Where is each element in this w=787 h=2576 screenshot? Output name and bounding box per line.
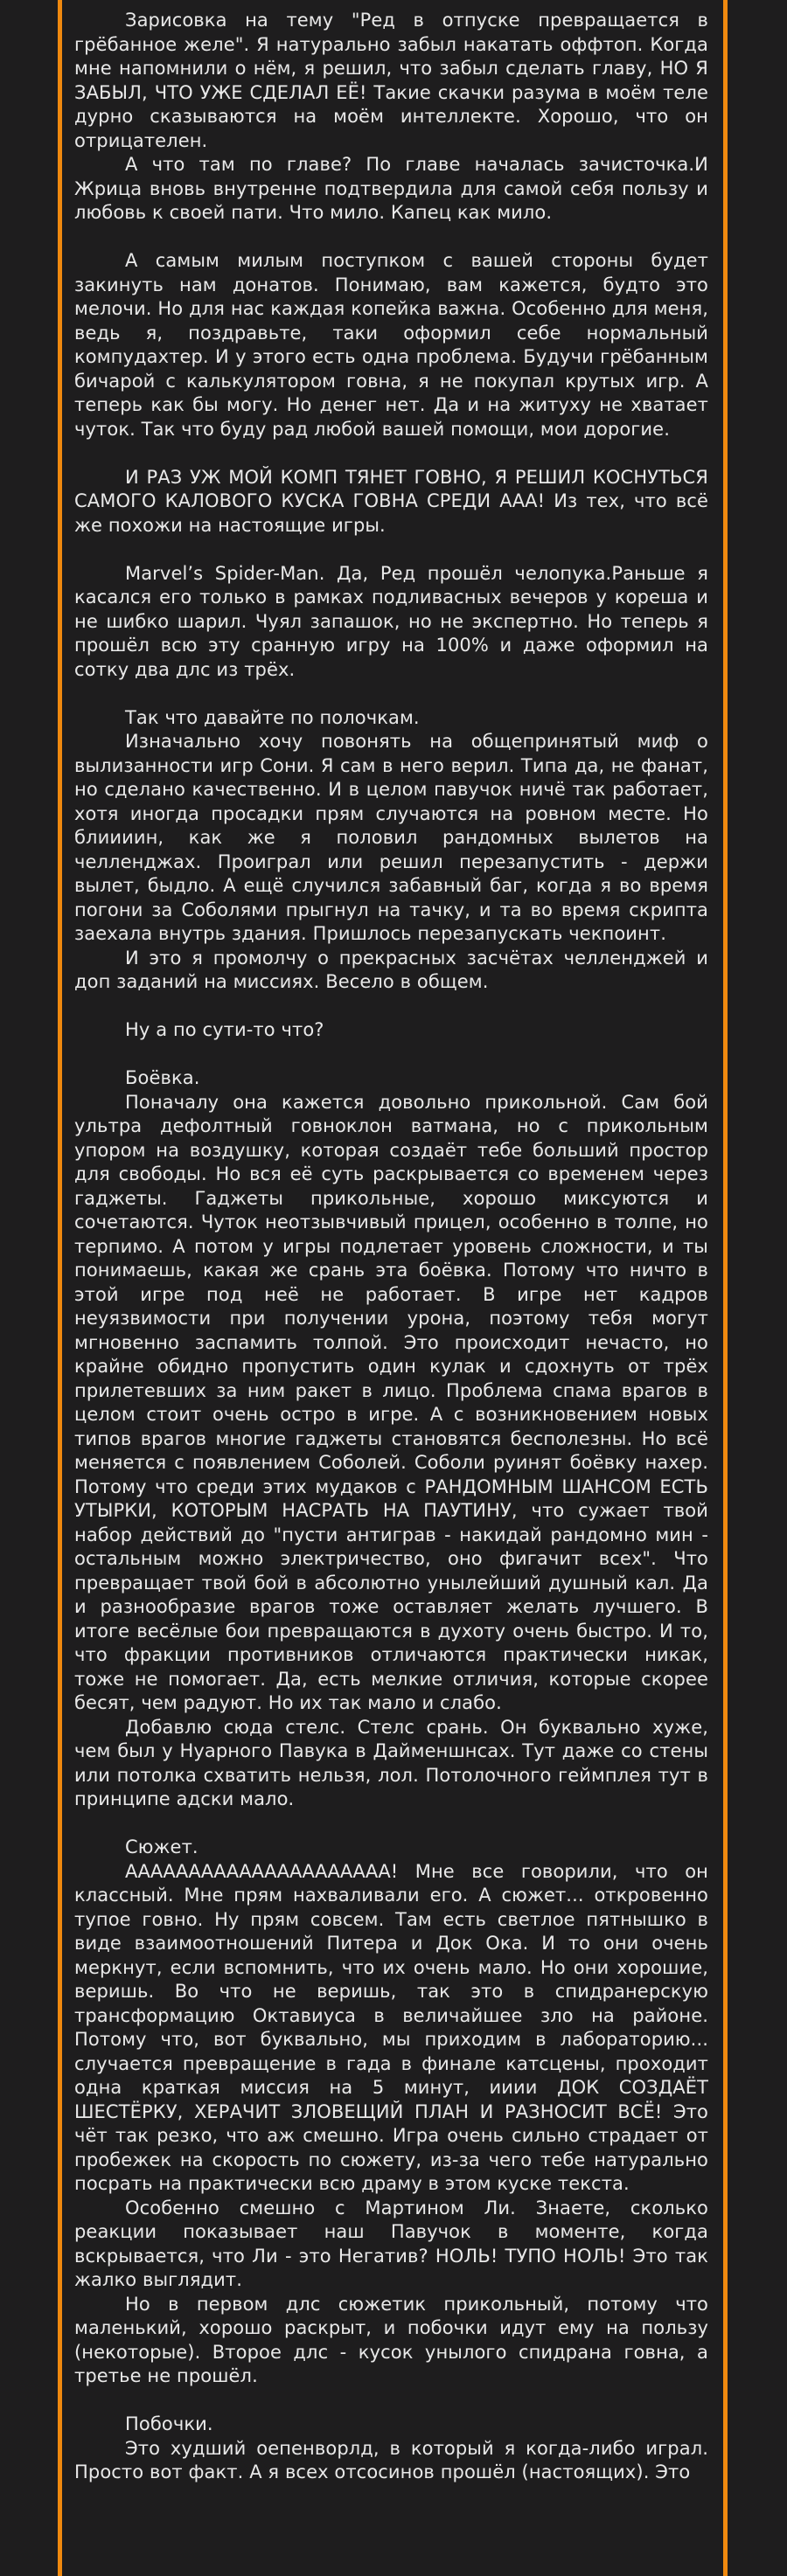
paragraph-dlc: Но в первом длс сюжетик прикольный, потому что маленький, хорошо раскрыт, и побочки идут ему на пользу (некоторые). Второе длс - кусок унылого спидрана говна, а третье не прошёл. [74,2293,708,2386]
left-accent-border [58,0,62,2576]
paragraph-martin-li: Особенно смешно с Мартином Ли. Знаете, сколько реакции показывает наш Павучок в моменте, когда вскрывается, что Ли - это Негатив? НОЛЬ! ТУПО НОЛЬ! Это так жалко выглядит. [74,2197,708,2290]
paragraph-myth: Изначально хочу повонять на общепринятый миф о вылизанности игр Сони. Я сам в него верил. Типа да, не фанат, но сделано качественно. И в целом павучок ничё так работает, хотя иногда просадки прям случаются на ровном месте. Но блиииин, как же я половил рандомных вылетов на челленджах. Проиграл или решил перезапустить - держи вылет, быдло. А ещё случился забавный баг, когда я во время погони за Соболями прыгнул на тачку, и та во время скрипта заехала внутрь здания. Пришлось перезапускать чекпоинт. [74,731,708,944]
section-heading-combat: Боёвка. [125,1067,200,1088]
paragraph-donations: А самым милым поступком с вашей стороны будет закинуть нам донатов. Понимаю, вам кажется, будто это мелочи. Но для нас каждая копейка важна. Особенно для меня, ведь я, поздравьте, таки оформил себе нормальный компудахтер. И у этого есть одна проблема. Будучи грёбанным бичарой с калькулятором говна, я не покупал крутых игр. А теперь как бы могу. Но денег нет. Да и на житуху не хватает чуток. Так что буду рад любой вашей помощи, мои дорогие. [74,250,708,440]
paragraph-question: Ну а по сути-то что? [125,1019,324,1040]
paragraph-challenges: И это я промолчу о прекрасных засчётах челленджей и доп заданий на миссиях. Весело в общем. [74,947,708,992]
section-heading-side-quests: Побочки. [125,2413,213,2434]
paragraph-intro: Зарисовка на тему "Ред в отпуске превращается в грёбанное желе". Я натурально забыл накатать оффтоп. Когда мне напомнили о нём, я решил, что забыл сделать главу, НО Я ЗАБЫЛ, ЧТО УЖЕ СДЕЛАЛ ЕЁ! Такие скачки разума в моём теле дурно сказываются на моём интеллекте. Хорошо, что он отрицателен. [74,10,708,151]
paragraph-combat: Поначалу она кажется довольно прикольной. Сам бой ультра дефолтный говноклон ватмана, но с прикольным упором на воздушку, которая создаёт тебе больший простор для свободы. Но вся её суть раскрывается со временем через гаджеты. Гаджеты прикольные, хорошо миксуются и сочетаются. Чуток неотзывчивый прицел, особенно в толпе, но терпимо. А потом у игры подлетает уровень сложности, и ты понимаешь, какая же срань эта боёвка. Потому что ничто в этой игре под неё не работает. В игре нет кадров неуязвимости при получении урона, поэтому тебя могут мгновенно заспамить толпой. Это происходит нечасто, но крайне обидно пропустить один кулак и сдохнуть от трёх прилетевших за ним ракет в лицо. Проблема спама врагов в целом стоит очень остро в игре. А с возникновением новых типов врагов многие гаджеты становятся бесполезны. Но всё меняется с появлением Соболей. Соболи руинят боёвку нахер. Потому что среди этих мудаков с РАНДОМНЫМ ШАНСОМ ЕСТЬ УТЫРКИ, КОТОРЫМ НАСРАТЬ НА ПАУТИНУ, что сужает твой набор действий до "пусти антиграв - накидай рандомно мин - остальным можно электричество, оно фигачит всех". Что превращает твой бой в абсолютно унылейший душный кал. Да и разнообразие врагов тоже оставляет желать лучшего. В итоге весёлые бои превращаются в духоту очень быстро. И то, что фракции противников отличаются практически никак, тоже не помогает. Да, есть мелкие отличия, которые скорее бесят, чем радуют. Но их так мало и слабо. [74,1091,708,1713]
right-accent-border [723,0,728,2576]
paragraph-stealth: Добавлю сюда стелс. Стелс срань. Он буквально хуже, чем был у Нуарного Павука в Дайменшнсах. Тут даже со стены или потолка схватить нельзя, лол. Потолочного геймплея тут в принципе адски мало. [74,1716,708,1809]
paragraph-announcement: И РАЗ УЖ МОЙ КОМП ТЯНЕТ ГОВНО, Я РЕШИЛ КОСНУТЬСЯ САМОГО КАЛОВОГО КУСКА ГОВНА СРЕДИ ААА! Из тех, что всё же похожи на настоящие игры. [74,466,708,536]
paragraph-story: ААААААААААААААААААААА! Мне все говорили, что он классный. Мне прям нахваливали его. А сюжет... откровенно тупое говно. Ну прям совсем. Там есть светлое пятнышко в виде взаимоотношений Питера и Док Ока. И то они очень меркнут, если вспомнить, что их очень мало. Но они хорошие, веришь. Во что не веришь, так это в спидранерскую трансформацию Октавиуса в величайшее зло на районе. Потому что, вот буквально, мы приходим в лабораторию... случается превращение в гада в финале катсцены, проходит одна краткая миссия на 5 минут, ииии ДОК СОЗДАЁТ ШЕСТЁРКУ, ХЕРАЧИТ ЗЛОВЕЩИЙ ПЛАН И РАЗНОСИТ ВСЁ! Это чёт так резко, что аж смешно. Игра очень сильно страдает от пробежек на скорость по сюжету, из-за чего тебе натурально посрать на практически всю драму в этом куске текста. [74,1860,708,2194]
paragraph-shelves: Так что давайте по полочкам. [125,706,420,728]
paragraph-chapter: А что там по главе? По главе началась зачисточка.И Жрица вновь внутренне подтвердила для самой себя пользу и любовь к своей пати. Что мило. Капец как мило. [74,154,708,223]
article-body [74,9,708,2485]
paragraph-open-world: Это худший оепенворлд, в который я когда-либо играл. Просто вот факт. А я всех отсосинов прошёл (настоящих). Это [74,2437,708,2482]
paragraph-spider-man: Marvel’s Spider-Man. Да, Ред прошёл челопука.Раньше я касался его только в рамках подливасных вечеров у кореша и не шибко шарил. Чуял запашок, но не экспертно. Но теперь я прошёл всю эту сранную игру на 100% и даже оформил на сотку два длс из трёх. [74,562,708,680]
section-heading-story: Сюжет. [125,1837,198,1857]
